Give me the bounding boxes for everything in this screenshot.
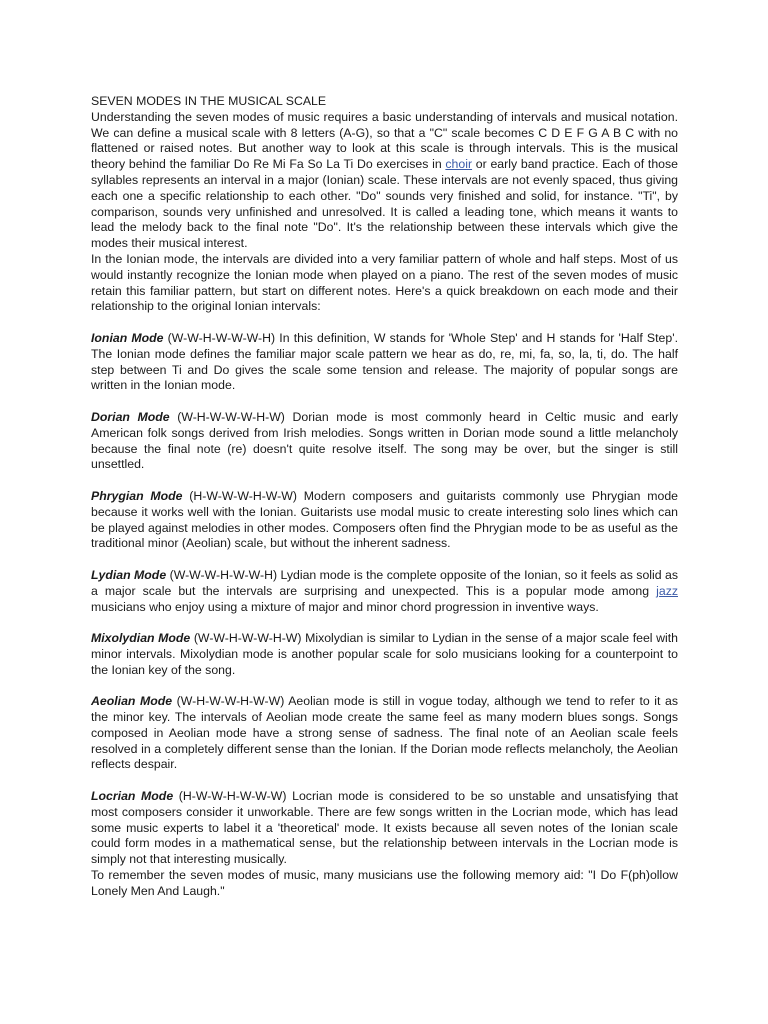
mixolydian-heading: Mixolydian Mode <box>91 631 191 646</box>
paragraph-gap <box>91 473 678 489</box>
paragraph-gap <box>91 678 678 694</box>
locrian-heading: Locrian Mode <box>91 789 174 804</box>
dorian-heading: Dorian Mode <box>91 409 170 424</box>
document-title: SEVEN MODES IN THE MUSICAL SCALE <box>91 94 327 108</box>
mixolydian-text: (W-W-H-W-W-H-W) Mixolydian is similar to Lydian in the sense of a major scale feel with minor intervals. Mixolydian mode is another popular scale for solo musicians looking for a counterpoint to the Ionian key of the song. <box>91 631 678 677</box>
closing-paragraph: To remember the seven modes of music, many musicians use the following memory aid: "I Do F(ph)ollow Lonely Men And Laugh." <box>91 868 678 898</box>
lydian-paragraph <box>91 568 678 615</box>
jazz-link[interactable]: jazz <box>656 583 678 598</box>
aeolian-heading: Aeolian Mode <box>91 694 173 709</box>
locrian-text: (H-W-W-H-W-W-W) Locrian mode is considered to be so unstable and unsatisfying that most composers consider it unworkable. There are few songs written in the Locrian mode, which has lead some music experts to label it a 'theoretical' mode. It exists because all seven notes of the Ionian scale could form modes in a mathematical sense, but the relationship between intervals in the Locrian mode is simply not that interesting musically. <box>91 789 679 867</box>
dorian-text: (W-H-W-W-W-H-W) Dorian mode is most commonly heard in Celtic music and early American folk songs derived from Irish melodies. Songs written in Dorian mode sound a little melancholy because the final note (re) doesn't quite resolve itself. The song may be over, but the singer is still unsettled. <box>91 409 678 472</box>
paragraph-gap <box>91 315 678 331</box>
aeolian-text: (W-H-W-W-H-W-W) Aeolian mode is still in vogue today, although we tend to refer to it as the minor key. The intervals of Aeolian mode create the same feel as many modern blues songs. Songs composed in Aeolian mode have a strong sense of sadness. The final note of an Aeolian scale feels resolved in a completely different sense than the Ionian. If the Dorian mode reflects melancholy, the Aeolian reflects despair. <box>91 694 679 772</box>
intro-paragraph-2: In the Ionian mode, the intervals are divided into a very familiar pattern of whole and half steps. Most of us would instantly recognize the Ionian mode when played on a piano. The rest of the seven modes of music retain this familiar pattern, but start on different notes. Here's a quick breakdown on each mode and their relationship to the original Ionian intervals: <box>91 251 678 314</box>
ionian-text: (W-W-H-W-W-W-H) In this definition, W stands for 'Whole Step' and H stands for 'Half Step'. The Ionian mode defines the familiar major scale pattern we hear as do, re, mi, fa, so, la, ti, do. The half step between Ti and Do gives the scale some tension and release. The majority of popular songs are written in the Ionian mode. <box>91 330 678 393</box>
lydian-heading: Lydian Mode <box>91 567 167 582</box>
paragraph-gap <box>91 615 678 631</box>
mixolydian-paragraph <box>91 631 678 678</box>
ionian-paragraph <box>91 331 678 394</box>
intro-text-end: or early band practice. Each of those syllables represents an interval in a major (Ionian) scale. These intervals are not evenly spaced, thus giving each one a specific relationship to each other. "Do" sounds very finished and solid, for instance. "Ti", by comparison, sounds very unfinished and unresolved. It is called a leading tone, which means it wants to lead the melody back to the final note "Do". It's the relationship between these intervals which give the modes their musical interest. <box>91 157 678 251</box>
intro-paragraph-1 <box>91 110 678 252</box>
lydian-text-start: (W-W-W-H-W-W-H) Lydian mode is the complete opposite of the Ionian, so it feels as solid as a major scale but the intervals are surprising and unexpected. This is a popular mode among <box>91 567 679 598</box>
aeolian-paragraph <box>91 694 678 773</box>
phrygian-text: (H-W-W-W-H-W-W) Modern composers and guitarists commonly use Phrygian mode because it works well with the Ionian. Guitarists use modal music to create interesting solo lines which can be played against melodies in other modes. Composers often find the Phrygian mode to be as useful as the traditional minor (Aeolian) scale, but without the inherent sadness. <box>91 488 678 551</box>
lydian-text-end: musicians who enjoy using a mixture of major and minor chord progression in inventive ways. <box>91 599 599 614</box>
document-page <box>91 94 678 900</box>
ionian-heading: Ionian Mode <box>91 330 164 345</box>
phrygian-paragraph <box>91 489 678 552</box>
intro-text-start: Understanding the seven modes of music requires a basic understanding of intervals and musical notation. We can define a musical scale with 8 letters (A-G), so that a "C" scale becomes C D E F G A B C with no flattened or raised notes. But another way to look at this scale is through intervals. This is the musical theory behind the familiar Do Re Mi Fa So La Ti Do exercises in <box>91 109 678 172</box>
locrian-paragraph <box>91 789 678 868</box>
choir-link[interactable]: choir <box>445 157 473 172</box>
paragraph-gap <box>91 773 678 789</box>
dorian-paragraph <box>91 410 678 473</box>
phrygian-heading: Phrygian Mode <box>91 488 183 503</box>
paragraph-gap <box>91 394 678 410</box>
paragraph-gap <box>91 552 678 568</box>
